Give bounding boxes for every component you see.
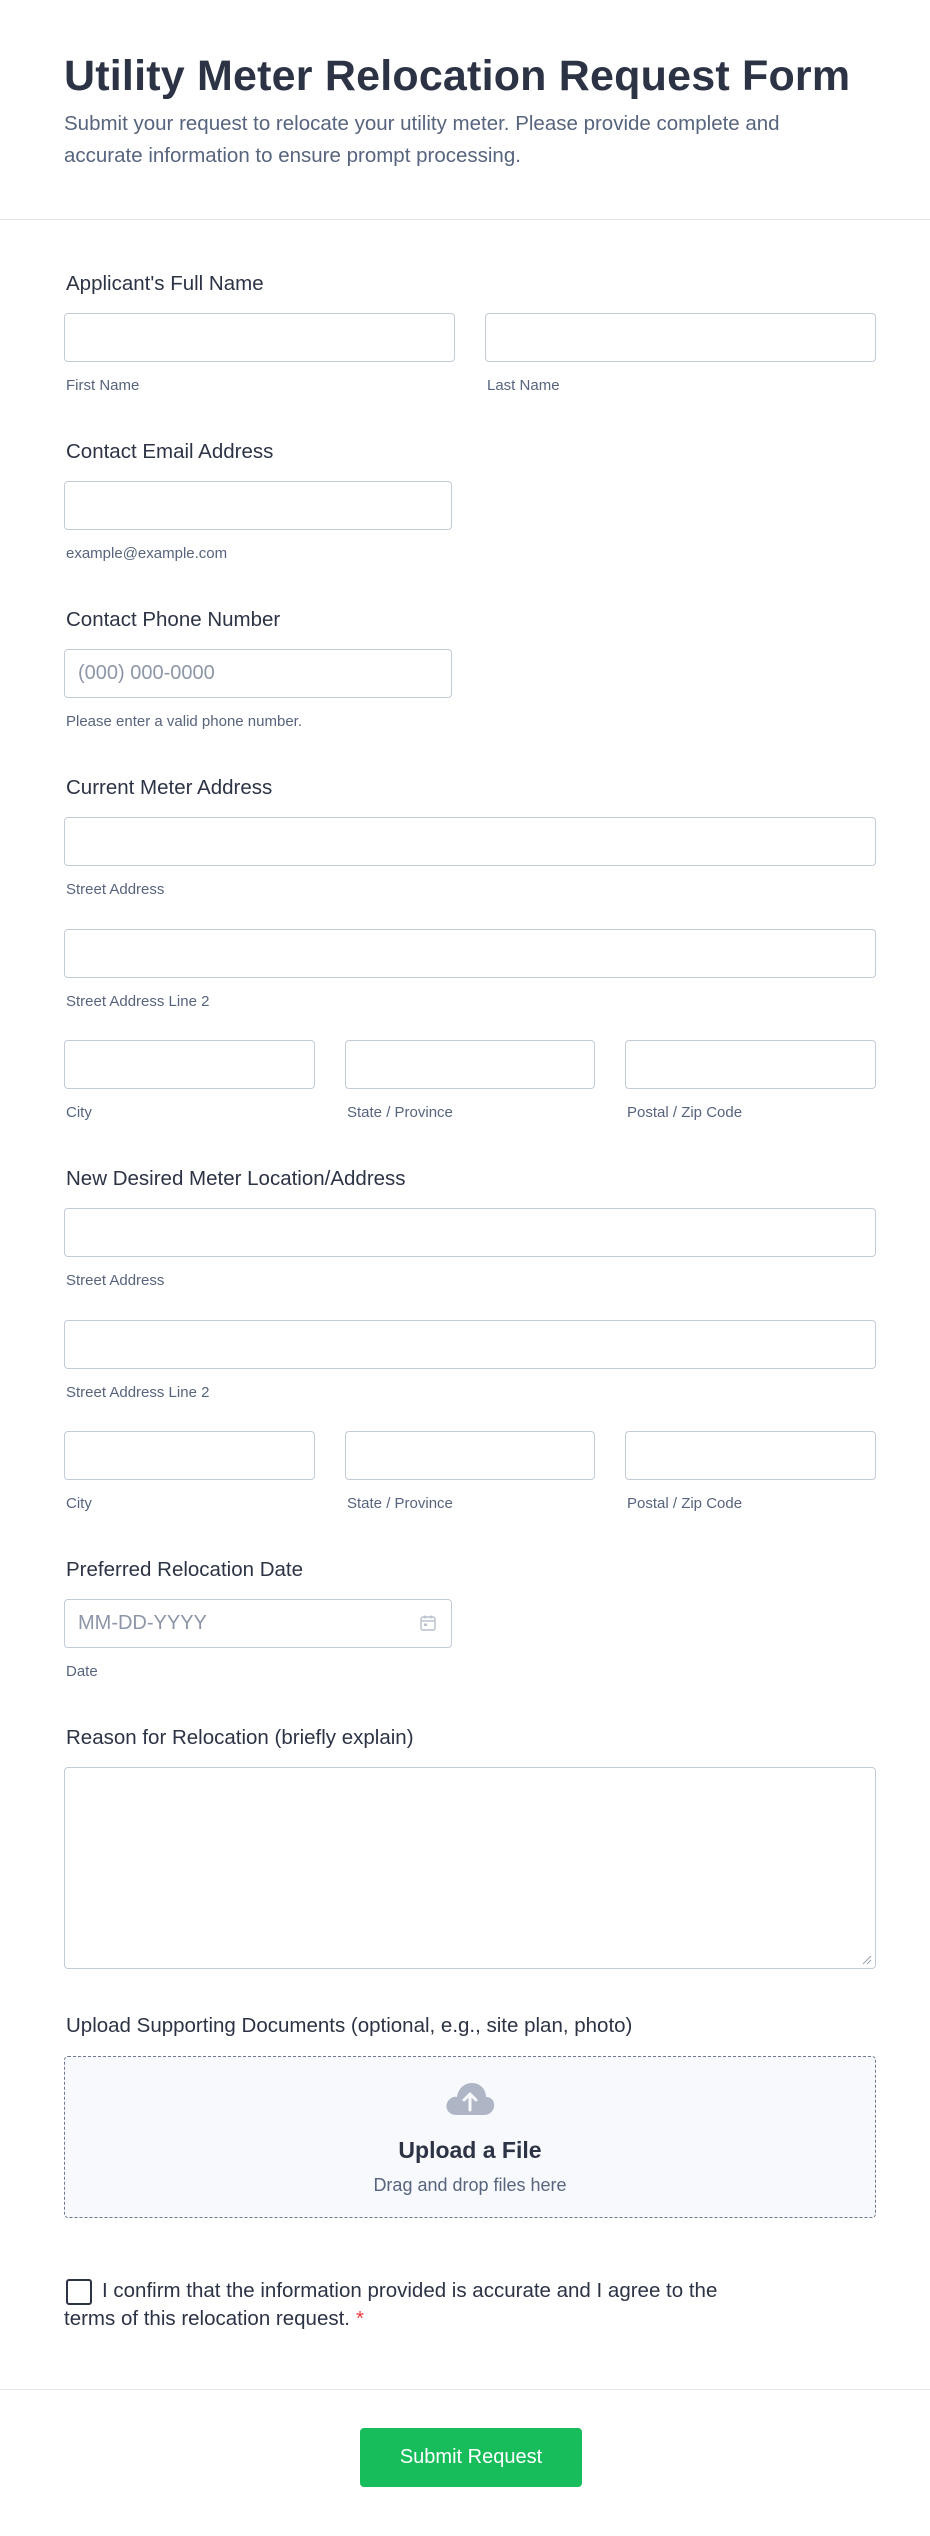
current-zip-sublabel: Postal / Zip Code bbox=[627, 1104, 743, 1121]
date-label: Preferred Relocation Date bbox=[66, 1558, 304, 1581]
current-city-field[interactable] bbox=[64, 1040, 315, 1089]
new-city-sublabel: City bbox=[66, 1495, 92, 1512]
current-street-field[interactable] bbox=[64, 817, 876, 866]
reason-textarea[interactable] bbox=[64, 1767, 876, 1969]
current-state-input[interactable] bbox=[346, 1041, 594, 1088]
upload-title: Upload a File bbox=[398, 2137, 542, 2163]
first-name-input[interactable] bbox=[65, 314, 454, 361]
page-title: Utility Meter Relocation Request Form bbox=[64, 52, 851, 100]
new-street-sublabel: Street Address bbox=[66, 1272, 165, 1289]
confirm-label bbox=[64, 2277, 764, 2333]
new-zip-sublabel: Postal / Zip Code bbox=[627, 1495, 743, 1512]
last-name-input[interactable] bbox=[486, 314, 875, 361]
last-name-sublabel: Last Name bbox=[487, 377, 560, 394]
date-input[interactable] bbox=[65, 1600, 451, 1647]
current-street2-sublabel: Street Address Line 2 bbox=[66, 993, 210, 1010]
resize-grip-icon[interactable] bbox=[862, 1955, 872, 1965]
form-header bbox=[0, 0, 930, 220]
new-state-field[interactable] bbox=[345, 1431, 595, 1480]
upload-subtitle: Drag and drop files here bbox=[373, 2175, 567, 2195]
new-city-field[interactable] bbox=[64, 1431, 315, 1480]
reason-label: Reason for Relocation (briefly explain) bbox=[66, 1726, 414, 1749]
file-upload-dropzone[interactable] bbox=[64, 2056, 876, 2218]
current-state-field[interactable] bbox=[345, 1040, 595, 1089]
current-address-label: Current Meter Address bbox=[66, 776, 273, 799]
email-sublabel: example@example.com bbox=[66, 545, 228, 562]
date-field[interactable] bbox=[64, 1599, 452, 1648]
email-field[interactable] bbox=[64, 481, 452, 530]
new-state-sublabel: State / Province bbox=[347, 1495, 453, 1512]
new-street2-input[interactable] bbox=[65, 1321, 875, 1368]
current-city-input[interactable] bbox=[65, 1041, 314, 1088]
phone-field[interactable] bbox=[64, 649, 452, 698]
footer-divider bbox=[0, 2389, 930, 2390]
new-zip-input[interactable] bbox=[626, 1432, 875, 1479]
full-name-label: Applicant's Full Name bbox=[66, 272, 264, 295]
first-name-field[interactable] bbox=[64, 313, 455, 362]
current-street-sublabel: Street Address bbox=[66, 881, 165, 898]
new-zip-field[interactable] bbox=[625, 1431, 876, 1480]
email-label: Contact Email Address bbox=[66, 440, 274, 463]
current-street2-input[interactable] bbox=[65, 930, 875, 977]
confirm-text: I confirm that the information provided is accurate and I agree to the terms of this relocation request. bbox=[64, 2279, 718, 2330]
submit-button[interactable]: Submit Request bbox=[360, 2428, 582, 2487]
cloud-upload-icon bbox=[443, 2079, 497, 2119]
current-state-sublabel: State / Province bbox=[347, 1104, 453, 1121]
current-zip-input[interactable] bbox=[626, 1041, 875, 1088]
phone-sublabel: Please enter a valid phone number. bbox=[66, 713, 302, 730]
new-city-input[interactable] bbox=[65, 1432, 314, 1479]
first-name-sublabel: First Name bbox=[66, 377, 140, 394]
date-sublabel: Date bbox=[66, 1663, 98, 1680]
new-street2-field[interactable] bbox=[64, 1320, 876, 1369]
required-mark: * bbox=[356, 2307, 364, 2330]
new-street-input[interactable] bbox=[65, 1209, 875, 1256]
new-address-label: New Desired Meter Location/Address bbox=[66, 1167, 406, 1190]
upload-label: Upload Supporting Documents (optional, e.g., site plan, photo) bbox=[66, 2014, 633, 2037]
current-city-sublabel: City bbox=[66, 1104, 92, 1121]
email-input[interactable] bbox=[65, 482, 451, 529]
new-street-field[interactable] bbox=[64, 1208, 876, 1257]
page-subtitle: Submit your request to relocate your utility meter. Please provide complete and accurate information to ensure prompt processing. bbox=[64, 112, 780, 167]
current-street2-field[interactable] bbox=[64, 929, 876, 978]
new-street2-sublabel: Street Address Line 2 bbox=[66, 1384, 210, 1401]
calendar-icon[interactable] bbox=[419, 1614, 437, 1632]
new-state-input[interactable] bbox=[346, 1432, 594, 1479]
current-zip-field[interactable] bbox=[625, 1040, 876, 1089]
current-street-input[interactable] bbox=[65, 818, 875, 865]
phone-input[interactable] bbox=[65, 650, 451, 697]
last-name-field[interactable] bbox=[485, 313, 876, 362]
phone-label: Contact Phone Number bbox=[66, 608, 281, 631]
